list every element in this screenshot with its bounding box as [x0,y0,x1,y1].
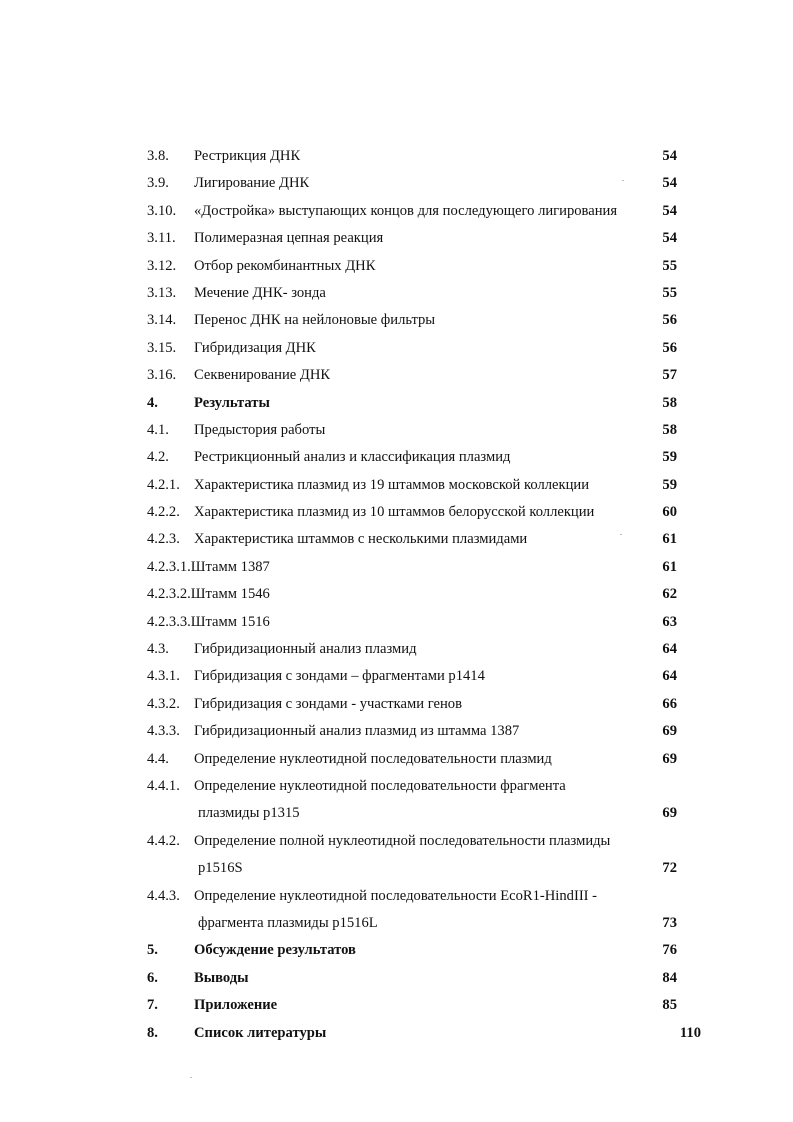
entry-title: Гибридизационный анализ плазмид [194,641,417,658]
entry-number-text: 4.2.3.2. [147,586,191,603]
entry-number: 6. [147,969,158,986]
entry-page: 55 [662,284,677,301]
entry-page: 54 [662,175,677,192]
toc-entry [147,444,707,471]
entry-page: 58 [662,421,677,438]
toc-entry [147,663,707,690]
entry-page: 54 [662,202,677,219]
entry-page: 110 [679,1024,701,1041]
entry-number: 3.12. [147,257,177,274]
entry-title: «Достройка» выступающих концов для последующего лигирования [194,202,618,219]
entry-number: 4.4.3. [147,887,180,904]
toc-entry [147,499,707,526]
toc-entry [147,609,707,636]
entry-number-text: 4.2.3.3. [147,613,191,630]
entry-number [147,609,270,636]
entry-number: 8. [147,1024,158,1041]
toc-entry [147,526,707,553]
entry-page: 55 [662,257,677,274]
entry-page: 69 [662,750,677,767]
entry-title: Рестрикционный анализ и классификация плазмид [194,449,511,466]
entry-number: 3.9. [147,175,169,192]
table-of-contents [147,143,707,1047]
entry-number: 4.3. [147,641,169,658]
entry-title-line1: Определение нуклеотидной последовательности EcoR1-HindIII - [194,887,598,904]
toc-entry [147,554,707,581]
entry-page: 73 [662,914,677,931]
toc-entry [147,143,707,170]
toc-chapter-entry [147,965,707,992]
entry-number [147,581,270,608]
entry-number: 4.2. [147,449,169,466]
entry-page: 64 [662,641,677,658]
entry-number: 3.15. [147,339,177,356]
entry-title-line2: плазмиды р1315 [198,805,300,822]
entry-title: Гибридизационный анализ плазмид из штамма 1387 [194,723,520,740]
toc-entry [147,362,707,389]
entry-number: 3.14. [147,312,177,329]
entry-page: 59 [662,476,677,493]
entry-number: 4.2.2. [147,504,180,521]
entry-page: 69 [662,805,677,822]
toc-entry [147,198,707,225]
entry-title: Обсуждение результатов [194,942,356,959]
scan-speck [620,534,622,535]
entry-title: Секвенирование ДНК [194,367,331,384]
entry-title-line1: Определение нуклеотидной последовательности фрагмента [194,777,566,794]
entry-number: 4.1. [147,421,169,438]
entry-number: 4.3.3. [147,723,180,740]
entry-title [194,828,610,883]
entry-title: Гибридизация с зондами – фрагментами р1414 [194,668,485,685]
entry-title: Результаты [194,394,270,411]
entry-number: 4.3.2. [147,695,180,712]
entry-title [194,773,566,828]
entry-title: Мечение ДНК- зонда [194,284,326,301]
entry-number: 4. [147,394,158,411]
toc-chapter-entry [147,937,707,964]
toc-entry [147,335,707,362]
entry-title: Штамм 1516 [190,613,270,630]
entry-page: 54 [662,230,677,247]
scan-speck [190,1077,192,1078]
entry-number: 4.2.3. [147,531,180,548]
toc-entry [147,828,707,883]
entry-title: Рестрикция ДНК [194,148,301,164]
entry-title: Гибридизация ДНК [194,339,316,356]
entry-number-text: 4.2.3.1. [147,558,191,575]
entry-page: 72 [662,860,677,877]
entry-number: 3.10. [147,202,177,219]
entry-page: 56 [662,339,677,356]
entry-title-line2: фрагмента плазмиды р1516L [198,914,378,931]
scan-speck [622,180,624,181]
entry-title-line2: р1516S [198,860,243,877]
entry-number: 3.11. [147,230,176,247]
toc-entry [147,170,707,197]
entry-page: 54 [662,148,677,164]
entry-title: Список литературы [194,1024,327,1041]
entry-title: Лигирование ДНК [194,175,310,192]
entry-page: 63 [662,613,677,630]
entry-number: 5. [147,942,158,959]
entry-number: 4.4.2. [147,832,180,849]
entry-title: Полимеразная цепная реакция [194,230,384,247]
entry-title: Характеристика плазмид из 10 штаммов белорусской коллекции [194,504,595,521]
toc-entry [147,718,707,745]
toc-entry [147,636,707,663]
entry-number: 4.4. [147,750,169,767]
entry-page: 64 [662,668,677,685]
entry-title: Определение нуклеотидной последовательности плазмид [194,750,552,767]
entry-page: 61 [662,558,677,575]
entry-number: 3.8. [147,148,169,164]
entry-page: 76 [662,942,677,959]
entry-title-line1: Определение полной нуклеотидной последовательности плазмиды [194,832,611,849]
entry-title: Характеристика штаммов с несколькими плазмидами [194,531,528,548]
entry-page: 62 [662,586,677,603]
toc-entry [147,691,707,718]
entry-title: Выводы [194,969,249,986]
entry-page: 84 [662,969,677,986]
entry-title: Гибридизация с зондами - участками генов [194,695,462,712]
toc-chapter-entry [147,992,707,1019]
entry-number: 4.2.1. [147,476,180,493]
entry-number: 3.16. [147,367,177,384]
toc-entry [147,417,707,444]
toc-entry [147,773,707,828]
toc-entry [147,472,707,499]
entry-page: 56 [662,312,677,329]
entry-number: 4.3.1. [147,668,180,685]
entry-page: 57 [662,367,677,384]
entry-page: 61 [662,531,677,548]
entry-title [194,883,597,938]
toc-chapter-entry [147,390,707,417]
toc-entry [147,581,707,608]
entry-number [147,554,270,581]
entry-page: 60 [662,504,677,521]
entry-title: Характеристика плазмид из 19 штаммов московской коллекции [194,476,590,493]
entry-number: 4.4.1. [147,777,180,794]
entry-title: Отбор рекомбинантных ДНК [194,257,376,274]
entry-title: Штамм 1387 [190,558,270,575]
entry-page: 58 [662,394,677,411]
entry-page: 59 [662,449,677,466]
entry-title: Штамм 1546 [190,586,270,603]
toc-entry [147,746,707,773]
entry-number: 7. [147,997,158,1014]
entry-page: 66 [662,695,677,712]
toc-entry [147,280,707,307]
toc-entry [147,225,707,252]
entry-page: 85 [662,997,677,1014]
entry-number: 3.13. [147,284,177,301]
entry-title: Предыстория работы [194,421,326,438]
toc-chapter-entry [147,1020,707,1047]
entry-title: Перенос ДНК на нейлоновые фильтры [194,312,436,329]
toc-entry [147,307,707,334]
toc-entry [147,883,707,938]
toc-entry [147,253,707,280]
entry-page: 69 [662,723,677,740]
entry-title: Приложение [194,997,278,1014]
